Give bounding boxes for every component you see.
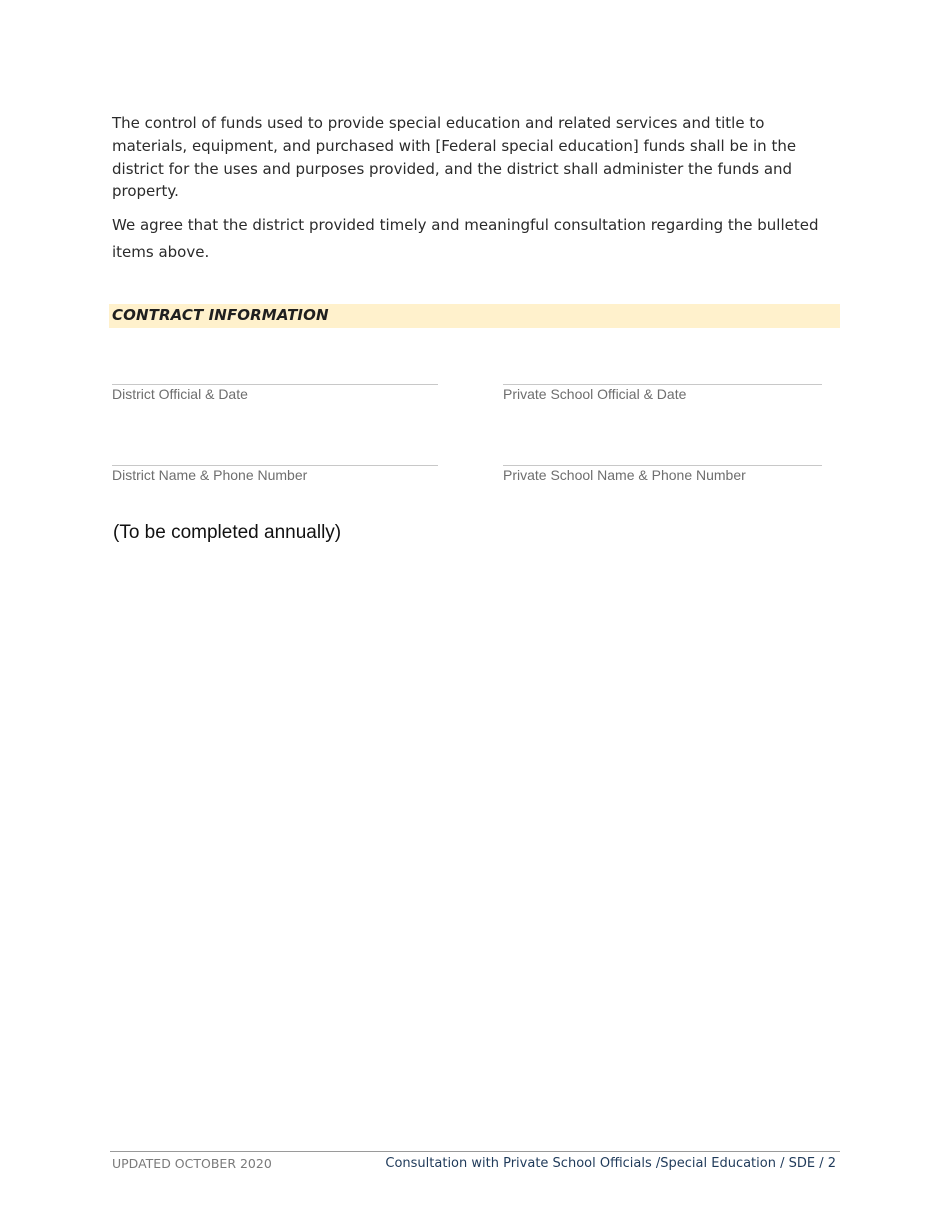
district-official-signature-line[interactable]: [112, 384, 438, 385]
funds-control-paragraph: The control of funds used to provide special education and related services and title to materials, equipment, and purchased with [Federal special education] funds shall be in the district for the uses and purposes provided, and the district shall administer the funds and property.: [112, 114, 797, 201]
annual-completion-note: (To be completed annually): [113, 522, 342, 543]
district-official-date-label: District Official & Date: [112, 386, 248, 402]
footer-document-path: Consultation with Private School Officials /Special Education / SDE / 2: [385, 1156, 836, 1171]
district-name-phone-line[interactable]: [112, 465, 438, 466]
district-name-phone-label: District Name & Phone Number: [112, 467, 308, 483]
private-school-name-phone-label: Private School Name & Phone Number: [503, 467, 746, 483]
private-school-official-date-label: Private School Official & Date: [503, 386, 687, 402]
footer-divider: [110, 1151, 840, 1152]
agreement-paragraph: We agree that the district provided timely and meaningful consultation regarding the bulleted items above.: [112, 216, 819, 261]
private-school-official-signature-line[interactable]: [503, 384, 822, 385]
contract-information-header: [109, 304, 840, 328]
private-school-name-phone-line[interactable]: [503, 465, 822, 466]
footer-updated-date: UPDATED OCTOBER 2020: [112, 1156, 272, 1171]
section-title: CONTRACT INFORMATION: [112, 306, 329, 324]
